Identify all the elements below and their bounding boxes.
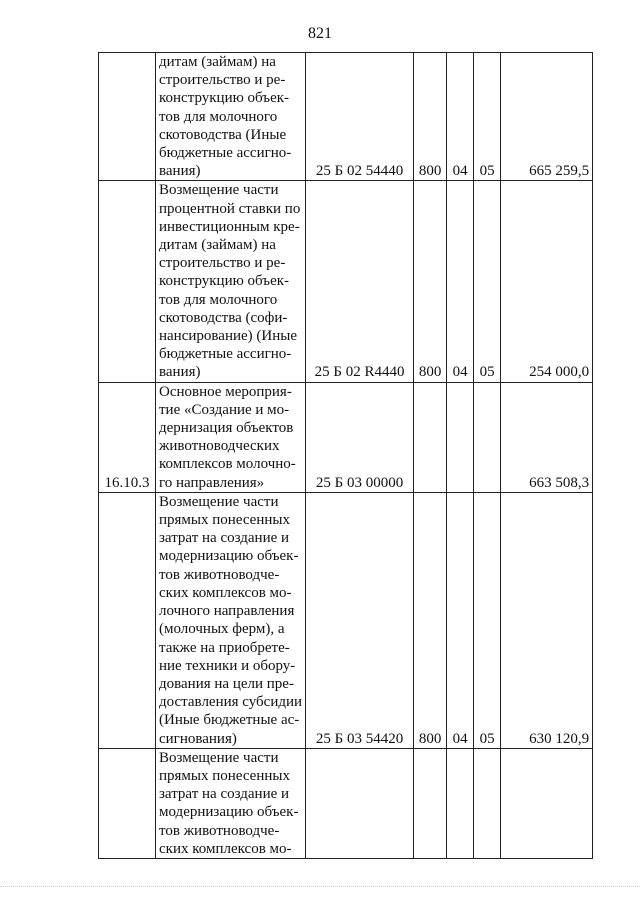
- amount-cell: 630 120,9: [501, 492, 593, 748]
- item-name-cell: [156, 748, 306, 858]
- item-name-line: дитам (займам) на: [159, 54, 276, 70]
- item-name-line: вания): [159, 364, 201, 381]
- item-name-line: Возмещение части: [159, 749, 279, 766]
- target-code-cell: [306, 748, 414, 858]
- expense-type-cell: [414, 748, 447, 858]
- item-name-cell: [156, 181, 306, 382]
- item-name-line: затрат на создание и: [159, 786, 290, 803]
- subsection-cell: 05: [474, 181, 501, 382]
- item-name-line: дернизация объектов: [159, 420, 294, 437]
- item-name-line: Основное мероприя-: [159, 383, 292, 400]
- row-number-cell: [99, 181, 156, 382]
- target-code-cell: 25 Б 03 00000: [306, 382, 414, 492]
- item-name-line: ских комплексов мо-: [159, 584, 292, 601]
- table-row: [99, 492, 593, 748]
- item-name-cell: [156, 53, 306, 181]
- item-name-line: строительство и ре-: [159, 72, 286, 89]
- page-bottom-edge: [0, 886, 640, 887]
- amount-cell: 254 000,0: [501, 181, 593, 382]
- item-name-line: процентной ставки по: [159, 200, 301, 217]
- item-name-line: прямых понесенных: [159, 512, 290, 529]
- item-name-line: ние техники и обору-: [159, 657, 296, 674]
- row-number-cell: [99, 748, 156, 858]
- item-name-line: тов для молочного: [159, 291, 278, 308]
- target-code-cell: 25 Б 02 R4440: [306, 181, 414, 382]
- row-number-cell: [99, 492, 156, 748]
- table-row: [99, 748, 593, 858]
- item-name-line: дования на цели пре-: [159, 675, 294, 692]
- target-code-cell: 25 Б 02 54440: [306, 53, 414, 181]
- expense-type-cell: 800: [414, 181, 447, 382]
- item-name-line: сигнования): [159, 730, 237, 747]
- item-name-line: строительство и ре-: [159, 255, 286, 272]
- subsection-cell: 05: [474, 492, 501, 748]
- page-number: 821: [308, 25, 332, 42]
- item-name-line: лочного направления: [159, 603, 295, 620]
- item-name-line: бюджетные ассигно-: [159, 145, 292, 162]
- item-name-line: (Иные бюджетные ас-: [159, 712, 300, 729]
- item-name-cell: [156, 382, 306, 492]
- amount-cell: 663 508,3: [501, 382, 593, 492]
- item-name-line: тов животноводче-: [159, 822, 280, 839]
- item-name-line: прямых понесенных: [159, 767, 290, 784]
- item-name-line: (молочных ферм), а: [159, 621, 285, 638]
- expense-type-cell: 800: [414, 53, 447, 181]
- expense-type-cell: 800: [414, 492, 447, 748]
- item-name-line: конструкцию объек-: [159, 90, 290, 107]
- item-name-line: Возмещение части: [159, 493, 279, 510]
- section-cell: 04: [447, 181, 474, 382]
- item-name-line: ских комплексов мо-: [159, 840, 292, 857]
- item-name-line: дитам (займам) на: [159, 237, 276, 254]
- item-name-line: скотоводства (софи-: [159, 309, 288, 326]
- item-name-line: тие «Создание и мо-: [159, 401, 290, 418]
- item-name-line: вания): [159, 163, 201, 180]
- item-name-line: инвестиционным кре-: [159, 218, 300, 235]
- item-name-line: конструкцию объек-: [159, 273, 290, 290]
- row-number-cell: 16.10.3: [99, 382, 156, 492]
- item-name-line: нансирование) (Иные: [159, 328, 297, 345]
- target-code-cell: 25 Б 03 54420: [306, 492, 414, 748]
- table-row: [99, 382, 593, 492]
- amount-cell: 665 259,5: [501, 53, 593, 181]
- item-name-line: тов животноводче-: [159, 566, 280, 583]
- item-name-line: затрат на создание и: [159, 530, 290, 547]
- item-name-line: го направления»: [159, 474, 265, 491]
- item-name-line: скотоводства (Иные: [159, 126, 287, 143]
- item-name-line: также на приобрете-: [159, 639, 290, 656]
- subsection-cell: 05: [474, 53, 501, 181]
- row-number-cell: [99, 53, 156, 181]
- item-name-line: Возмещение части: [159, 182, 279, 199]
- item-name-cell: [156, 492, 306, 748]
- item-name-line: комплексов молочно-: [159, 456, 296, 473]
- section-cell: [447, 748, 474, 858]
- section-cell: [447, 382, 474, 492]
- expense-type-cell: [414, 382, 447, 492]
- item-name-line: бюджетные ассигно-: [159, 346, 292, 363]
- amount-cell: [501, 748, 593, 858]
- table-row: [99, 53, 593, 181]
- item-name-line: животноводческих: [159, 438, 280, 455]
- item-name-line: тов для молочного: [159, 108, 278, 125]
- subsection-cell: [474, 748, 501, 858]
- item-name-line: модернизацию объек-: [159, 548, 299, 565]
- item-name-line: доставления субсидии: [159, 694, 303, 711]
- section-cell: 04: [447, 492, 474, 748]
- budget-table: [98, 52, 593, 859]
- subsection-cell: [474, 382, 501, 492]
- item-name-line: модернизацию объек-: [159, 804, 299, 821]
- table-row: [99, 181, 593, 382]
- section-cell: 04: [447, 53, 474, 181]
